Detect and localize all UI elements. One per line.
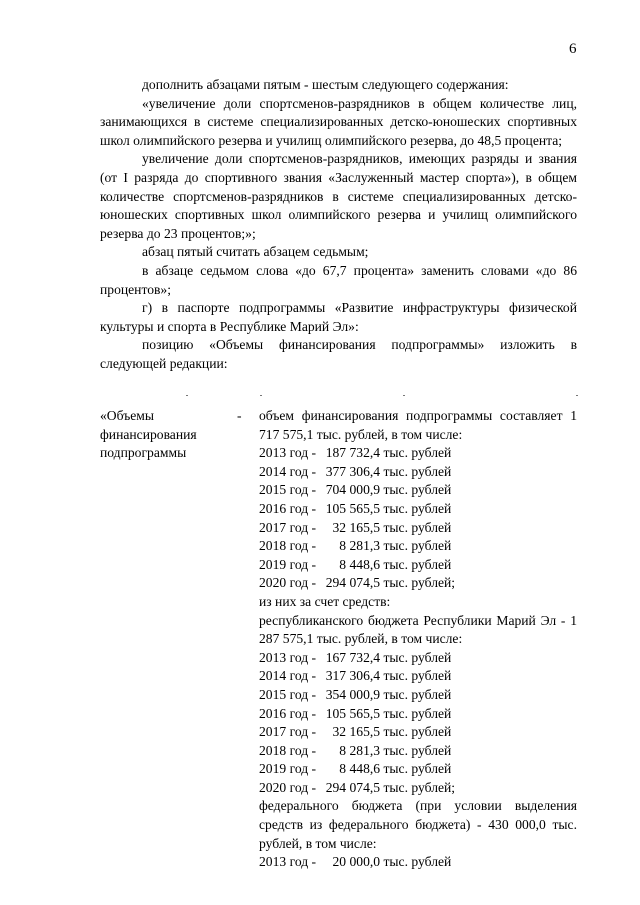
paragraph-2: «увеличение доли спортсменов-разрядников в общем количестве лиц, занимающихся в системе специализированных детско-юношеских спортивных школ олимпийского резерва и училищ олимпийского резерва, до 48,5 процента; [100,95,577,148]
year-label: 2018 год - [259,538,317,554]
year-amount: 294 074,5 [325,575,381,591]
year-unit: тыс. рублей [383,724,452,740]
year-unit: тыс. рублей [383,482,452,498]
year-amount: 8 448,6 [339,556,381,572]
year-amount: 187 732,4 [325,445,381,461]
year-row [259,519,577,538]
year-amount: 167 732,4 [325,649,381,665]
year-row [259,574,577,593]
year-unit: тыс. рублей [383,649,452,665]
year-unit: тыс. рублей [383,538,452,554]
federal-years-list [259,853,577,872]
body-text [100,76,577,374]
year-label: 2013 год - [259,854,317,870]
year-unit: тыс. рублей [383,686,452,702]
table-right-column [259,407,577,872]
paragraph-6: г) в паспорте подпрограммы «Развитие инфраструктуры физической культуры и спорта в Республике Марий Эл»: [100,300,577,334]
year-amount: 32 165,5 [332,724,381,740]
year-amount: 354 000,9 [325,686,381,702]
year-unit: тыс. рублей [383,742,452,758]
year-label: 2017 год - [259,519,317,535]
year-row [259,760,577,779]
paragraph-1: дополнить абзацами пятым - шестым следующего содержания: [142,77,509,92]
year-label: 2019 год - [259,761,317,777]
year-unit: тыс. рублей [383,500,452,516]
year-row [259,667,577,686]
paragraph-4: абзац пятый считать абзацем седьмым; [142,244,369,260]
year-row [259,779,577,798]
year-unit: тыс. рублей [383,761,452,777]
republic-intro: республиканского бюджета Республики Марий Эл - 1 287 575,1 тыс. рублей, в том числе: [259,612,577,647]
page-number: 6 [569,41,577,57]
year-row [259,537,577,556]
year-label: 2017 год - [259,724,317,740]
year-label: 2020 год - [259,575,317,591]
year-amount: 294 074,5 [325,779,381,795]
year-row [259,742,577,761]
year-label: 2016 год - [259,500,317,516]
year-amount: 8 281,3 [339,538,381,554]
year-row [259,723,577,742]
paragraph-5: в абзаце седьмом слова «до 67,7 процента» заменить словами «до 86 процентов»; [100,262,577,297]
year-label: 2015 год - [259,482,317,498]
year-label: 2013 год - [259,649,317,665]
year-amount: 32 165,5 [332,519,381,535]
year-label: 2015 год - [259,686,317,702]
left-label-line: «Объемы [100,408,154,423]
year-unit: тыс. рублей [383,445,452,461]
separator-marks [100,393,577,399]
year-amount: 704 000,9 [325,482,381,498]
year-amount: 105 565,5 [325,500,381,516]
year-unit: тыс. рублей [383,668,452,684]
year-row [259,853,577,872]
year-row [259,649,577,668]
year-unit: тыс. рублей [383,463,452,479]
federal-intro: федерального бюджета (при условии выделения средств из федерального бюджета) - 430 000,0 тыс. рублей, в том числе: [259,798,577,851]
year-amount: 20 000,0 [332,854,381,870]
year-amount: 105 565,5 [325,705,381,721]
year-label: 2019 год - [259,556,317,572]
sources-heading: из них за счет средств: [259,593,391,609]
paragraph-7: позицию «Объемы финансирования подпрограммы» изложить в следующей редакции: [100,337,577,371]
year-label: 2014 год - [259,668,317,684]
year-unit: тыс. рублей; [383,575,456,591]
year-row [259,556,577,575]
left-label-line: подпрограммы [100,445,187,461]
year-unit: тыс. рублей [383,556,452,572]
year-row [259,686,577,705]
year-row [259,463,577,482]
year-unit: тыс. рублей; [383,779,456,795]
year-label: 2016 год - [259,705,317,721]
paragraph-3: увеличение доли спортсменов-разрядников, имеющих разряды и звания (от I разряда до спортивного звания «Заслуженный мастер спорта»), в общем количестве спортсменов-разрядников в системе специализированных детско-юношеских спортивных школ олимпийского резерва и училищ олимпийского резерва до 23 процентов;»; [100,151,577,241]
year-label: 2018 год - [259,742,317,758]
year-row [259,481,577,500]
year-amount: 8 281,3 [339,742,381,758]
year-row [259,705,577,724]
year-unit: тыс. рублей [383,519,452,535]
row-dash: - [237,408,242,423]
year-amount: 377 306,4 [325,463,381,479]
year-label: 2020 год - [259,779,317,795]
year-unit: тыс. рублей [383,854,452,870]
left-label-line: финансирования [100,426,197,442]
year-amount: 8 448,6 [339,761,381,777]
year-row [259,500,577,519]
republic-years-list [259,649,577,798]
year-row [259,444,577,463]
year-unit: тыс. рублей [383,705,452,721]
total-years-list [259,444,577,593]
table-left-column [100,407,252,463]
year-amount: 317 306,4 [325,668,381,684]
year-label: 2013 год - [259,445,317,461]
total-intro: объем финансирования подпрограммы составляет 1 717 575,1 тыс. рублей, в том числе: [259,408,577,442]
year-label: 2014 год - [259,463,317,479]
